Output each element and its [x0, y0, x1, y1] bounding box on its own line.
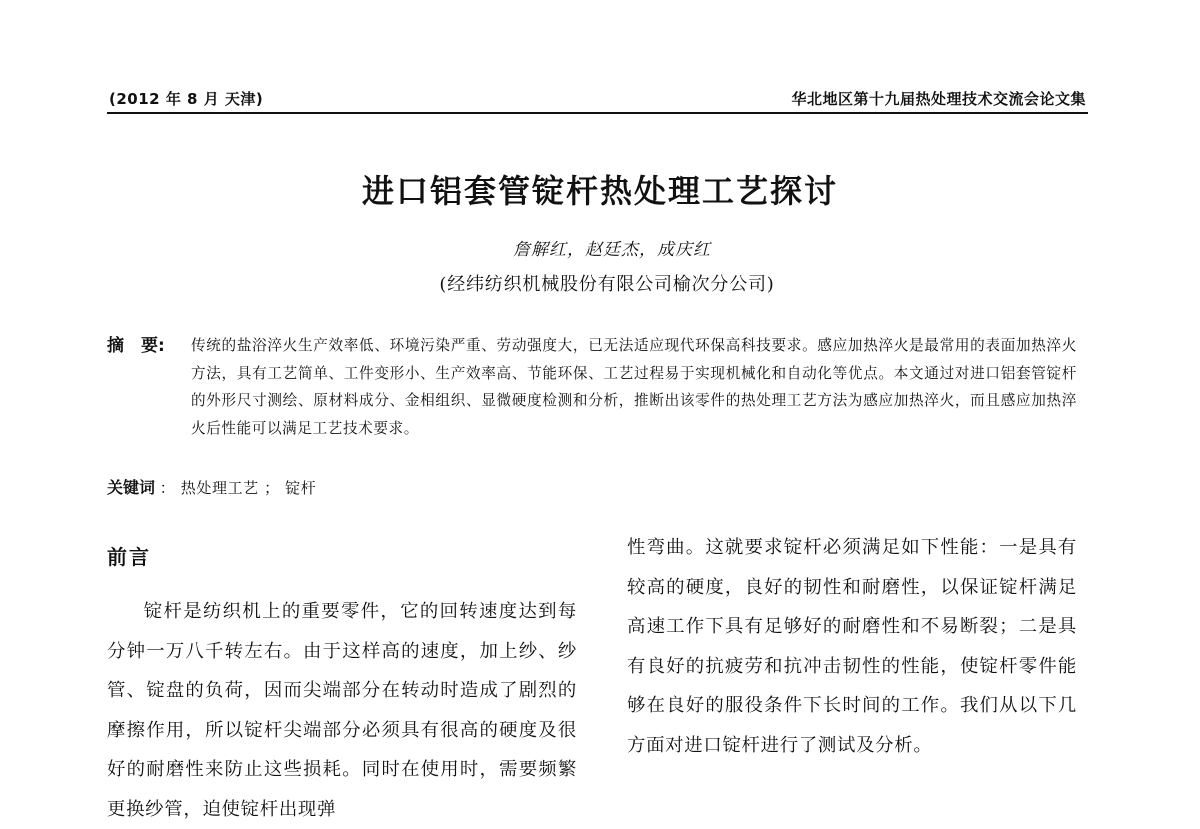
abstract-label: 摘 要:: [107, 336, 165, 356]
section-heading-intro: 前言: [107, 545, 151, 569]
author-affiliation: (经纬纺织机械股份有限公司榆次分公司): [439, 274, 775, 295]
proceedings-title: 华北地区第十九届热处理技术交流会论文集: [791, 90, 1086, 108]
paper-title: 进口铝套管锭杆热处理工艺探讨: [361, 172, 838, 210]
conference-date-location: (2012 年 8 月 天津): [109, 90, 264, 108]
abstract-text: 传统的盐浴淬火生产效率低、环境污染严重、劳动强度大，已无法适应现代环保高科技要求。感应加热淬火是最常用的表面加热淬火方法，具有工艺简单、工件变形小、生产效率高、节能环保、工艺过程易于实现机械化和自动化等优点。本文通过对进口铝套管锭杆的外形尺寸测绘、原材料成分、金相组织、显微硬度检测和分析，推断出该零件的热处理工艺方法为感应加热淬火，而且感应加热淬火后性能可以满足工艺技术要求。: [191, 337, 1077, 437]
header-divider: [107, 112, 1088, 114]
keywords-text: ： 热处理工艺 ； 锭杆: [159, 479, 317, 497]
keywords-line: [107, 475, 316, 498]
intro-left-column: 锭杆是纺织机上的重要零件，它的回转速度达到每分钟一万八千转左右。由于这样高的速度，加上纱、纱管、锭盘的负荷，因而尖端部分在转动时造成了剧烈的摩擦作用，所以锭杆尖端部分必须具有很高的硬度及很好的耐磨性来防止这些损耗。同时在使用时，需要频繁更换纱管，迫使锭杆出现弹: [107, 601, 577, 820]
paper-authors: 詹解红，赵廷杰，成庆红: [513, 240, 711, 260]
keywords-label: 关键词: [107, 478, 156, 497]
intro-right-column: 性弯曲。这就要求锭杆必须满足如下性能：一是具有较高的硬度，良好的韧性和耐磨性，以保证锭杆满足高速工作下具有足够好的耐磨性和不易断裂；二是具有良好的抗疲劳和抗冲击韧性的性能，使锭杆零件能够在良好的服役条件下长时间的工作。我们从以下几方面对进口锭杆进行了测试及分析。: [627, 537, 1077, 756]
